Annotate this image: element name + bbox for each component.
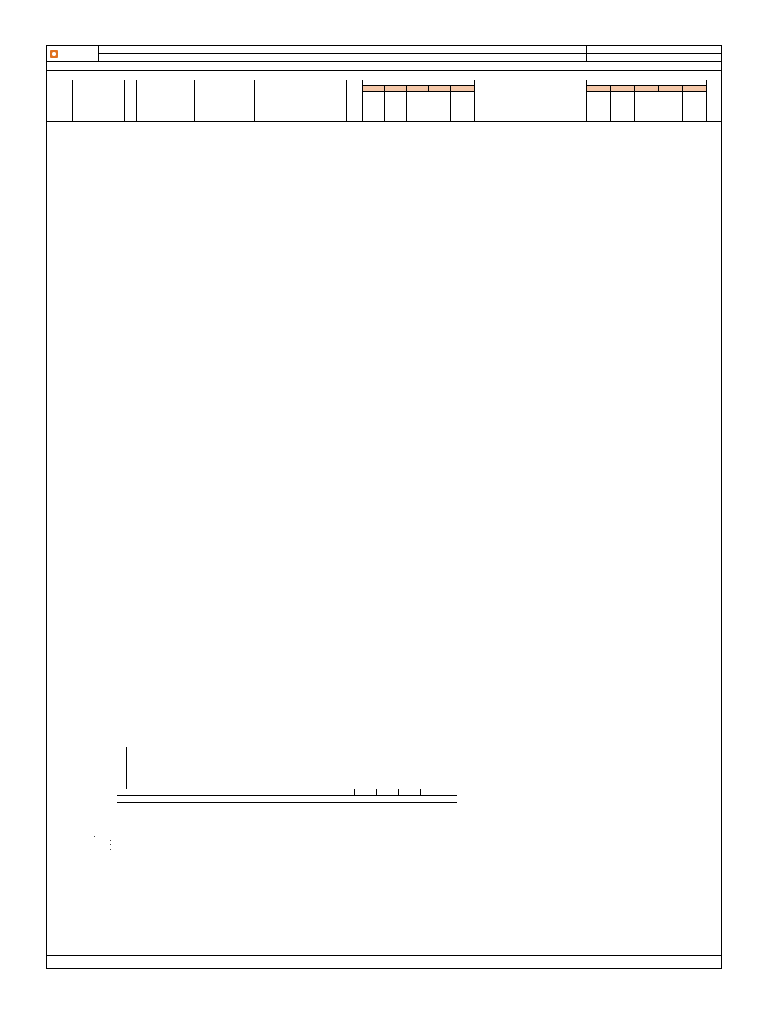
col-legal	[347, 80, 363, 122]
sev-moderate	[355, 789, 377, 796]
table-header	[47, 80, 721, 122]
project-name	[99, 46, 587, 54]
document-date	[587, 46, 721, 54]
col-r-spacer	[635, 92, 683, 122]
col-r-probability	[587, 92, 611, 122]
col-r-severity	[611, 92, 635, 122]
col-severity	[385, 92, 407, 122]
document-title	[99, 54, 587, 62]
col-hazard	[137, 80, 195, 122]
col-spacer	[407, 92, 451, 122]
col-present-control	[255, 80, 347, 122]
col-risk	[451, 92, 475, 122]
severity-row	[117, 789, 457, 796]
sev-very-high	[399, 789, 421, 796]
activity-title	[47, 62, 721, 71]
sev-negligible	[271, 789, 355, 796]
risk-notes	[73, 834, 263, 852]
col-adequate	[475, 80, 587, 122]
col-sub-activity	[73, 80, 125, 122]
company-logo	[47, 46, 99, 62]
document-header	[47, 46, 721, 70]
col-probability	[363, 92, 385, 122]
hirac-sheet	[46, 45, 722, 969]
col-sno	[47, 80, 73, 122]
col-remarks	[707, 80, 721, 122]
col-r-risk	[683, 92, 707, 122]
sev-high	[377, 789, 399, 796]
sev-slight	[311, 796, 312, 803]
col-consequence	[195, 80, 255, 122]
bullet-item	[119, 848, 263, 852]
blank-row	[47, 946, 721, 956]
severity-label	[173, 796, 174, 803]
col-routine	[125, 80, 137, 122]
logo-mark-icon	[50, 50, 58, 58]
hira-number	[587, 54, 721, 62]
probability-axis	[117, 747, 127, 789]
severity-label-row	[117, 796, 457, 803]
